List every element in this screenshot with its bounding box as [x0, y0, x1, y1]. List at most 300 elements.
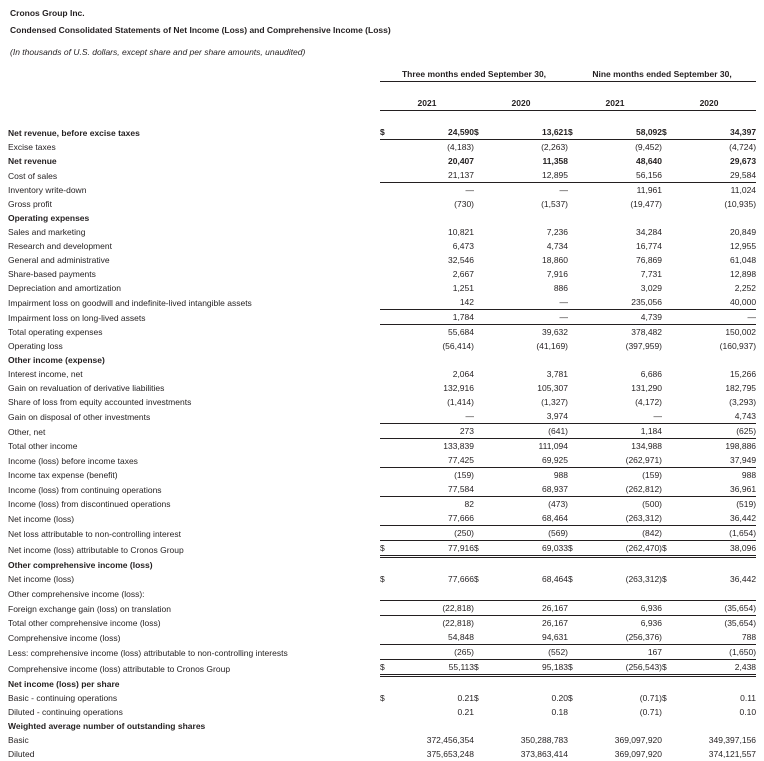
row-value: 76,869 — [636, 255, 663, 265]
currency-symbol — [662, 211, 676, 225]
currency-symbol — [380, 601, 394, 616]
currency-symbol — [568, 367, 582, 381]
row-label: Basic — [8, 735, 29, 745]
currency-symbol — [380, 645, 394, 660]
row-value: 349,397,156 — [708, 735, 757, 745]
row-value: 38,096 — [676, 541, 756, 557]
row-value: — — [465, 411, 474, 421]
table-row — [8, 439, 756, 454]
currency-symbol — [662, 267, 676, 281]
row-value: 94,631 — [542, 632, 569, 642]
row-value: (263,312) — [625, 574, 663, 584]
row-value — [676, 353, 756, 367]
header-year-2: 2021 — [568, 96, 662, 111]
table-row — [8, 511, 756, 526]
currency-symbol: $ — [380, 693, 385, 703]
header-nine-months: Nine months ended September 30, — [568, 67, 756, 82]
currency-symbol — [380, 482, 394, 497]
currency-symbol — [474, 439, 488, 454]
row-value: 131,290 — [631, 383, 663, 393]
currency-symbol — [568, 325, 582, 340]
currency-symbol — [380, 719, 394, 733]
table-row — [8, 747, 756, 761]
row-value: 36,442 — [730, 513, 757, 523]
currency-symbol — [568, 239, 582, 253]
currency-symbol — [474, 225, 488, 239]
row-value: 3,029 — [640, 283, 663, 293]
row-label: Net revenue, before excise taxes — [8, 127, 140, 138]
currency-symbol — [568, 281, 582, 295]
row-value: 374,121,557 — [708, 749, 757, 759]
table-row — [8, 733, 756, 747]
row-value — [582, 586, 662, 601]
currency-symbol — [568, 630, 582, 645]
row-value: — — [488, 183, 568, 198]
row-value: 40,000 — [730, 297, 757, 307]
row-value: 1,184 — [582, 424, 662, 439]
row-value: (159) — [394, 468, 474, 483]
table-row — [8, 453, 756, 468]
row-value: 58,092 — [636, 127, 663, 137]
row-value — [394, 211, 474, 225]
row-label: Other comprehensive income (loss) — [8, 560, 153, 570]
row-value: (262,470) — [582, 541, 662, 557]
row-value: 788 — [741, 632, 757, 642]
currency-symbol — [568, 733, 582, 747]
currency-symbol: $ — [474, 693, 479, 703]
currency-symbol — [380, 211, 394, 225]
row-label: Research and development — [8, 241, 112, 251]
row-label: Foreign exchange gain (loss) on translation — [8, 603, 172, 614]
row-value: — — [488, 310, 568, 325]
units-note: (In thousands of U.S. dollars, except share and per share amounts, unaudited) — [10, 47, 306, 57]
currency-symbol — [380, 747, 394, 761]
currency-symbol — [474, 381, 488, 395]
table-row — [8, 424, 756, 439]
row-value: 6,473 — [452, 241, 474, 251]
row-label: Income tax expense (benefit) — [8, 470, 118, 480]
row-value: 95,183 — [488, 660, 568, 676]
currency-symbol — [568, 409, 582, 424]
currency-symbol — [568, 482, 582, 497]
row-value: 273 — [394, 424, 474, 439]
row-label: Net revenue — [8, 156, 57, 166]
currency-symbol: $ — [380, 127, 385, 137]
currency-symbol — [380, 267, 394, 281]
currency-symbol: $ — [662, 574, 667, 584]
currency-symbol — [662, 719, 676, 733]
table-row — [8, 211, 756, 225]
currency-symbol — [380, 453, 394, 468]
table-row — [8, 295, 756, 310]
row-value: 182,795 — [725, 383, 757, 393]
row-value: 68,937 — [542, 484, 569, 494]
row-label: Other comprehensive income (loss): — [8, 588, 145, 599]
currency-symbol: $ — [662, 127, 667, 137]
table-row — [8, 526, 756, 541]
currency-symbol — [474, 468, 488, 483]
currency-symbol — [568, 511, 582, 526]
row-label: General and administrative — [8, 255, 110, 265]
row-value: (262,971) — [625, 455, 663, 465]
currency-symbol — [380, 497, 394, 512]
currency-symbol — [568, 645, 582, 660]
row-value: (1,327) — [541, 397, 569, 407]
row-value: (263,312) — [625, 513, 663, 523]
row-label: Other income (expense) — [8, 355, 105, 365]
row-value: — — [653, 411, 663, 421]
currency-symbol — [662, 339, 676, 353]
currency-symbol — [380, 586, 394, 601]
table-row — [8, 281, 756, 295]
row-value: 69,033 — [488, 541, 568, 557]
row-label: Net loss attributable to non-controlling interest — [8, 528, 181, 539]
row-label: Cost of sales — [8, 170, 58, 181]
row-value: 20,407 — [448, 156, 474, 166]
currency-symbol — [662, 586, 676, 601]
row-label: Operating loss — [8, 341, 63, 351]
row-value: (262,812) — [625, 484, 663, 494]
row-value — [488, 719, 568, 733]
row-value: — — [394, 183, 474, 198]
row-value — [488, 353, 568, 367]
table-row — [8, 691, 756, 705]
row-value: 105,307 — [537, 383, 569, 393]
currency-symbol — [474, 281, 488, 295]
currency-symbol — [662, 295, 676, 310]
header-group-row — [8, 67, 756, 82]
header-spacer-row — [8, 82, 756, 97]
currency-symbol — [662, 747, 676, 761]
row-value: 61,048 — [730, 255, 757, 265]
currency-symbol — [568, 225, 582, 239]
currency-symbol — [662, 453, 676, 468]
row-value: (4,724) — [676, 140, 756, 155]
currency-symbol — [662, 197, 676, 211]
row-value: 111,094 — [488, 439, 568, 454]
row-value: (41,169) — [536, 341, 569, 351]
currency-symbol: $ — [380, 574, 385, 584]
header-blank-cell-2 — [8, 96, 380, 111]
row-value: — — [559, 297, 569, 307]
row-value: 0.21 — [457, 693, 474, 703]
row-label: Gain on disposal of other investments — [8, 411, 151, 422]
currency-symbol — [474, 526, 488, 541]
currency-symbol: $ — [380, 541, 394, 557]
currency-symbol — [662, 705, 676, 719]
row-value: 7,916 — [546, 269, 569, 279]
row-value: (265) — [394, 645, 474, 660]
currency-symbol — [380, 733, 394, 747]
row-value: 55,684 — [394, 325, 474, 340]
income-statement-table — [8, 67, 756, 761]
table-row — [8, 197, 756, 211]
currency-symbol — [474, 367, 488, 381]
row-value: 0.18 — [551, 707, 569, 717]
currency-symbol: $ — [568, 574, 573, 584]
currency-symbol — [380, 154, 394, 168]
row-value: (473) — [488, 497, 568, 512]
row-label: Gross profit — [8, 199, 52, 209]
currency-symbol — [568, 497, 582, 512]
row-label: Less: comprehensive income (loss) attributable to non-controlling interests — [8, 647, 288, 658]
row-value: 4,743 — [734, 411, 757, 421]
row-value: 2,438 — [676, 660, 756, 676]
row-value: 34,397 — [730, 127, 757, 137]
table-row — [8, 409, 756, 424]
row-value: 26,167 — [488, 601, 568, 616]
row-value: 18,860 — [542, 255, 569, 265]
table-row — [8, 353, 756, 367]
currency-symbol — [568, 616, 582, 631]
row-value: 886 — [553, 283, 569, 293]
row-value: (10,935) — [724, 199, 757, 209]
currency-symbol — [474, 557, 488, 573]
currency-symbol — [380, 381, 394, 395]
currency-symbol — [662, 630, 676, 645]
row-value: 68,464 — [542, 513, 569, 523]
currency-symbol — [662, 601, 676, 616]
row-value: 69,925 — [542, 455, 569, 465]
table-row — [8, 660, 756, 676]
row-value: 36,961 — [730, 484, 757, 494]
currency-symbol — [568, 601, 582, 616]
row-value: (160,937) — [719, 341, 757, 351]
row-value: 369,097,920 — [614, 749, 663, 759]
row-value: 2,252 — [734, 283, 757, 293]
row-value: 198,886 — [676, 439, 756, 454]
row-value: (519) — [676, 497, 756, 512]
row-value: (35,654) — [676, 616, 756, 631]
row-value: 16,774 — [636, 241, 663, 251]
table-row — [8, 267, 756, 281]
row-value: 26,167 — [488, 616, 568, 631]
currency-symbol — [380, 339, 394, 353]
currency-symbol — [380, 395, 394, 409]
currency-symbol — [568, 339, 582, 353]
row-value: 55,113 — [394, 660, 474, 676]
currency-symbol — [474, 239, 488, 253]
currency-symbol — [568, 439, 582, 454]
currency-symbol — [380, 168, 394, 183]
row-value: 0.11 — [740, 693, 757, 703]
row-label: Diluted — [8, 749, 35, 759]
currency-symbol — [568, 197, 582, 211]
row-value: 15,266 — [730, 369, 757, 379]
row-label: Net income (loss) per share — [8, 679, 120, 689]
row-value: 0.21 — [457, 707, 474, 717]
row-label: Gain on revaluation of derivative liabilities — [8, 383, 165, 393]
currency-symbol: $ — [662, 693, 667, 703]
currency-symbol — [568, 586, 582, 601]
row-label: Basic - continuing operations — [8, 693, 118, 703]
row-value: (19,477) — [630, 199, 663, 209]
currency-symbol — [474, 511, 488, 526]
row-value — [676, 719, 756, 733]
row-value: (159) — [582, 468, 662, 483]
currency-symbol — [474, 253, 488, 267]
row-label: Total operating expenses — [8, 327, 103, 337]
row-value — [582, 719, 662, 733]
row-value: 4,734 — [546, 241, 569, 251]
table-row — [8, 541, 756, 557]
currency-symbol — [380, 409, 394, 424]
row-value — [582, 211, 662, 225]
currency-symbol — [662, 511, 676, 526]
currency-symbol — [568, 468, 582, 483]
row-value: 3,974 — [546, 411, 569, 421]
table-row — [8, 497, 756, 512]
table-row — [8, 616, 756, 631]
currency-symbol — [474, 586, 488, 601]
currency-symbol — [662, 395, 676, 409]
table-row — [8, 253, 756, 267]
currency-symbol — [662, 325, 676, 340]
row-value: (1,650) — [676, 645, 756, 660]
currency-symbol — [474, 409, 488, 424]
row-value: 1,784 — [394, 310, 474, 325]
currency-symbol — [662, 439, 676, 454]
row-value: 134,988 — [582, 439, 662, 454]
currency-symbol — [380, 239, 394, 253]
row-value — [582, 557, 662, 573]
row-value: 20,849 — [730, 227, 757, 237]
header-year-3: 2020 — [662, 96, 756, 111]
row-value: 3,781 — [546, 369, 569, 379]
currency-symbol — [568, 267, 582, 281]
row-value: (256,543) — [582, 660, 662, 676]
table-row — [8, 705, 756, 719]
row-value: 68,464 — [542, 574, 569, 584]
row-label: Operating expenses — [8, 213, 90, 223]
currency-symbol — [380, 310, 394, 325]
row-value: 12,955 — [730, 241, 757, 251]
row-value: 11,024 — [676, 183, 756, 198]
currency-symbol: $ — [474, 127, 479, 137]
currency-symbol — [380, 367, 394, 381]
currency-symbol — [662, 353, 676, 367]
currency-symbol — [474, 310, 488, 325]
header-three-months: Three months ended September 30, — [380, 67, 568, 82]
currency-symbol — [568, 154, 582, 168]
row-value: (0.71) — [639, 693, 663, 703]
table-row — [8, 154, 756, 168]
row-value: 350,288,783 — [520, 735, 569, 745]
row-label: Comprehensive income (loss) — [8, 632, 121, 643]
currency-symbol — [474, 705, 488, 719]
currency-symbol — [474, 140, 488, 155]
row-value: (842) — [582, 526, 662, 541]
currency-symbol — [662, 281, 676, 295]
currency-symbol — [568, 526, 582, 541]
row-label: Total other comprehensive income (loss) — [8, 618, 161, 628]
table-row — [8, 140, 756, 155]
currency-symbol — [662, 239, 676, 253]
row-value: 37,949 — [730, 455, 757, 465]
row-value: 6,936 — [582, 616, 662, 631]
row-label: Impairment loss on long-lived assets — [8, 312, 146, 323]
currency-symbol — [380, 253, 394, 267]
row-label: Inventory write-down — [8, 185, 87, 195]
currency-symbol — [568, 557, 582, 573]
currency-symbol — [474, 197, 488, 211]
row-value: 77,425 — [448, 455, 474, 465]
currency-symbol — [662, 557, 676, 573]
currency-symbol — [568, 140, 582, 155]
row-value — [488, 557, 568, 573]
row-value: 2,064 — [452, 369, 474, 379]
table-row — [8, 367, 756, 381]
row-value — [394, 557, 474, 573]
row-value — [394, 719, 474, 733]
currency-symbol — [568, 353, 582, 367]
currency-symbol — [380, 439, 394, 454]
currency-symbol — [380, 197, 394, 211]
currency-symbol — [474, 395, 488, 409]
currency-symbol — [568, 747, 582, 761]
currency-symbol — [474, 211, 488, 225]
currency-symbol: $ — [474, 541, 488, 557]
currency-symbol — [380, 705, 394, 719]
currency-symbol — [380, 424, 394, 439]
row-value: (1,654) — [676, 526, 756, 541]
row-label: Share-based payments — [8, 269, 96, 279]
table-body — [8, 67, 756, 761]
currency-symbol — [474, 719, 488, 733]
currency-symbol — [380, 295, 394, 310]
table-row — [8, 125, 756, 140]
row-value: 48,640 — [636, 156, 663, 166]
row-value: 32,546 — [448, 255, 474, 265]
currency-symbol — [568, 705, 582, 719]
row-value: 77,666 — [448, 574, 474, 584]
row-value: — — [676, 310, 756, 325]
row-value: 82 — [394, 497, 474, 512]
currency-symbol — [662, 140, 676, 155]
row-value: (56,414) — [442, 341, 474, 351]
row-value: 369,097,920 — [614, 735, 663, 745]
row-value — [676, 211, 756, 225]
currency-symbol: $ — [568, 127, 573, 137]
row-value: 6,936 — [582, 601, 662, 616]
currency-symbol — [662, 645, 676, 660]
row-value: (22,818) — [394, 616, 474, 631]
currency-symbol — [380, 183, 394, 198]
header-year-0: 2021 — [380, 96, 474, 111]
currency-symbol — [474, 424, 488, 439]
row-label: Impairment loss on goodwill and indefinite-lived intangible assets — [8, 297, 252, 308]
row-label: Income (loss) from discontinued operations — [8, 499, 171, 509]
row-value: 142 — [459, 297, 474, 307]
row-value: 56,156 — [636, 170, 663, 180]
row-value: 1,251 — [452, 283, 474, 293]
table-row — [8, 325, 756, 340]
row-value: 7,731 — [640, 269, 663, 279]
currency-symbol: $ — [568, 693, 573, 703]
row-value: 39,632 — [488, 325, 568, 340]
table-row — [8, 630, 756, 645]
table-row — [8, 468, 756, 483]
currency-symbol: $ — [662, 660, 676, 676]
row-label: Diluted - continuing operations — [8, 707, 123, 717]
row-value: 235,056 — [631, 297, 663, 307]
currency-symbol — [474, 497, 488, 512]
row-label: Net income (loss) attributable to Cronos Group — [8, 544, 184, 555]
currency-symbol — [568, 381, 582, 395]
row-label: Weighted average number of outstanding shares — [8, 721, 206, 731]
currency-symbol — [380, 353, 394, 367]
currency-symbol — [380, 557, 394, 573]
